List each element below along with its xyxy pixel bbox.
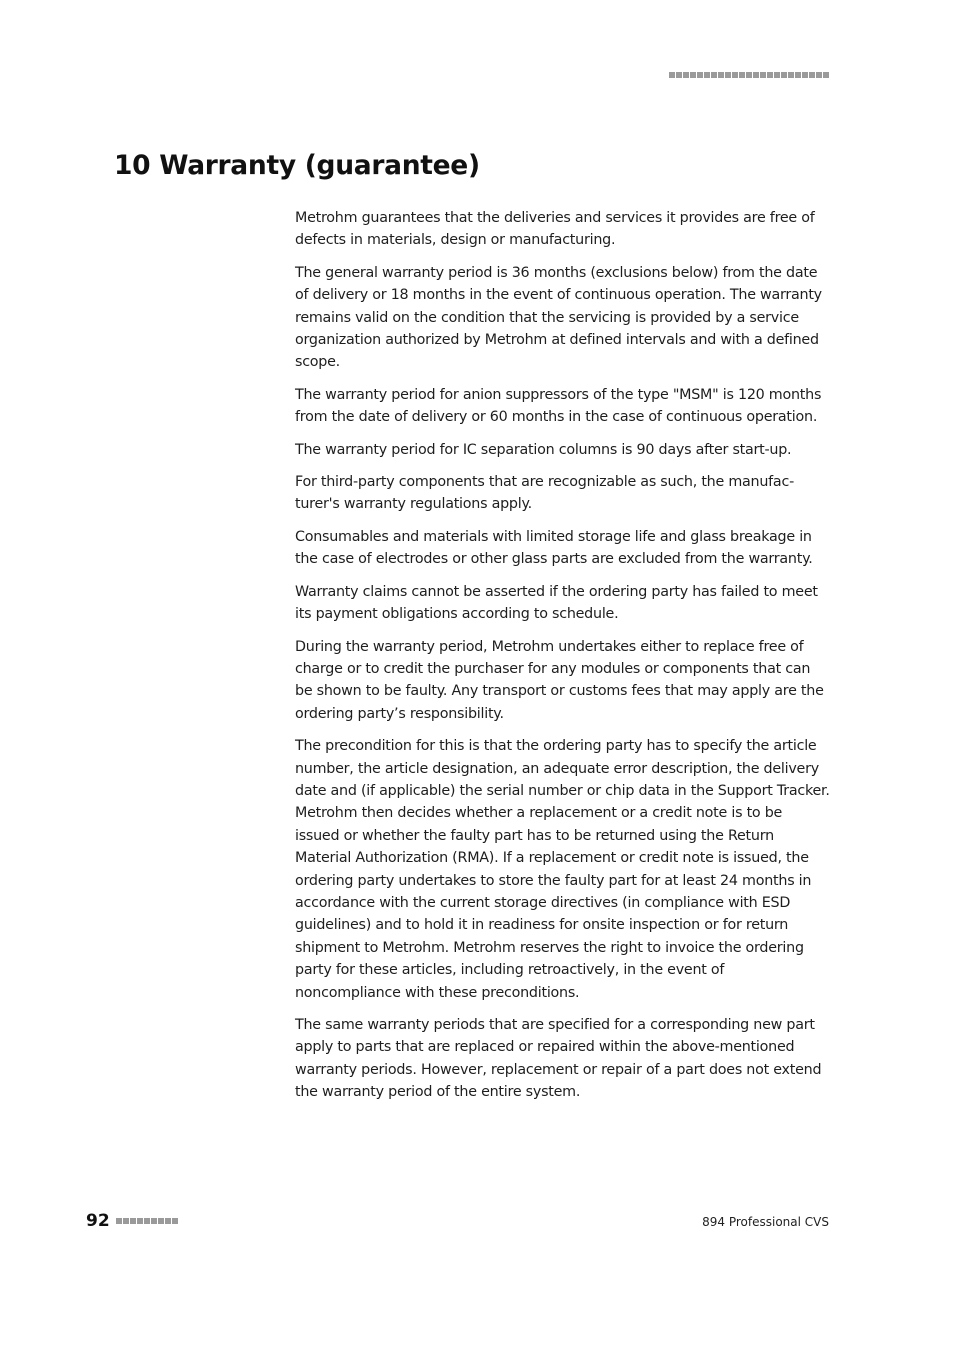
- decoration-square: [718, 72, 724, 78]
- paragraph: Metrohm guarantees that the deliveries and services it provides are free of defects in materials, design or manufacturing.: [295, 210, 815, 249]
- decoration-square: [809, 72, 815, 78]
- warranty-body: [295, 207, 830, 1114]
- paragraph: The warranty period for anion suppressors of the type "MSM" is 120 months from the date of delivery or 60 months in the case of continuous operation.: [295, 386, 822, 426]
- decoration-square: [760, 72, 766, 78]
- decoration-square: [732, 72, 738, 78]
- decoration-square: [774, 72, 780, 78]
- decoration-square: [137, 1218, 143, 1224]
- decoration-square: [802, 72, 808, 78]
- decoration-square: [151, 1218, 157, 1224]
- paragraph: Consumables and materials with limited storage life and glass breakage in the case of electrodes or other glass parts are excluded from the warranty.: [295, 528, 813, 568]
- decoration-square: [116, 1218, 122, 1224]
- decoration-square: [683, 72, 689, 78]
- decoration-square: [725, 72, 731, 78]
- paragraph: The general warranty period is 36 months (exclusions below) from the date of delivery or 18 months in the event of continuous operation. The warranty remains valid on the condition that the servicing is provided by a service organization authorized by Metrohm at defined intervals and with a defined scope.: [295, 264, 822, 371]
- decoration-square: [767, 72, 773, 78]
- decoration-square: [158, 1218, 164, 1224]
- decoration-square: [676, 72, 682, 78]
- decoration-square: [165, 1218, 171, 1224]
- paragraph: The precondition for this is that the ordering party has to specify the article number, the article designation, an adequate error description, the delivery date and (if applicable) the serial number or chip data in the Support Tracker. Metrohm then decides whether a replacement or a credit note is to be issued or whether the faulty part has to be returned using the Return Material Authorization (RMA). If a replacement or credit note is issued, the ordering party undertakes to store the faulty part for at least 24 months in accordance with the current storage directives (in compliance with ESD guidelines) and to hold it in readiness for onsite inspection or for return shipment to Metrohm. Metrohm reserves the right to invoice the ordering party for these articles, including retroactively, in the event of noncompliance with these preconditions.: [295, 738, 830, 1001]
- paragraph: The same warranty periods that are specified for a corresponding new part apply to parts that are replaced or repaired within the above-mentioned warranty periods. However, replacement or repair of a part does not extend the warranty period of the entire system.: [295, 1017, 822, 1101]
- decoration-square: [123, 1218, 129, 1224]
- decoration-square: [739, 72, 745, 78]
- chapter-title: 10 Warranty (guarantee): [114, 150, 480, 181]
- header-decoration: [669, 72, 829, 78]
- footer-left: [86, 1211, 178, 1231]
- decoration-square: [130, 1218, 136, 1224]
- product-name: 894 Professional CVS: [702, 1215, 829, 1229]
- decoration-square: [816, 72, 822, 78]
- decoration-square: [690, 72, 696, 78]
- decoration-square: [697, 72, 703, 78]
- page-number: 92: [86, 1211, 110, 1231]
- paragraph: For third-party components that are recognizable as such, the manufacturer's warranty regulations apply.: [295, 474, 795, 513]
- decoration-square: [753, 72, 759, 78]
- decoration-square: [746, 72, 752, 78]
- decoration-square: [669, 72, 675, 78]
- paragraph: The warranty period for IC separation columns is 90 days after start-up.: [295, 441, 792, 458]
- decoration-square: [172, 1218, 178, 1224]
- decoration-square: [781, 72, 787, 78]
- decoration-square: [823, 72, 829, 78]
- decoration-square: [704, 72, 710, 78]
- decoration-square: [711, 72, 717, 78]
- paragraph: During the warranty period, Metrohm undertakes either to replace free of charge or to credit the purchaser for any modules or components that can be shown to be faulty. Any transport or customs fees that may apply are the ordering party’s responsibility.: [295, 638, 824, 722]
- decoration-square: [795, 72, 801, 78]
- decoration-square: [788, 72, 794, 78]
- decoration-square: [144, 1218, 150, 1224]
- paragraph: Warranty claims cannot be asserted if the ordering party has failed to meet its payment obligations according to schedule.: [295, 583, 818, 623]
- footer-decoration: [116, 1218, 178, 1224]
